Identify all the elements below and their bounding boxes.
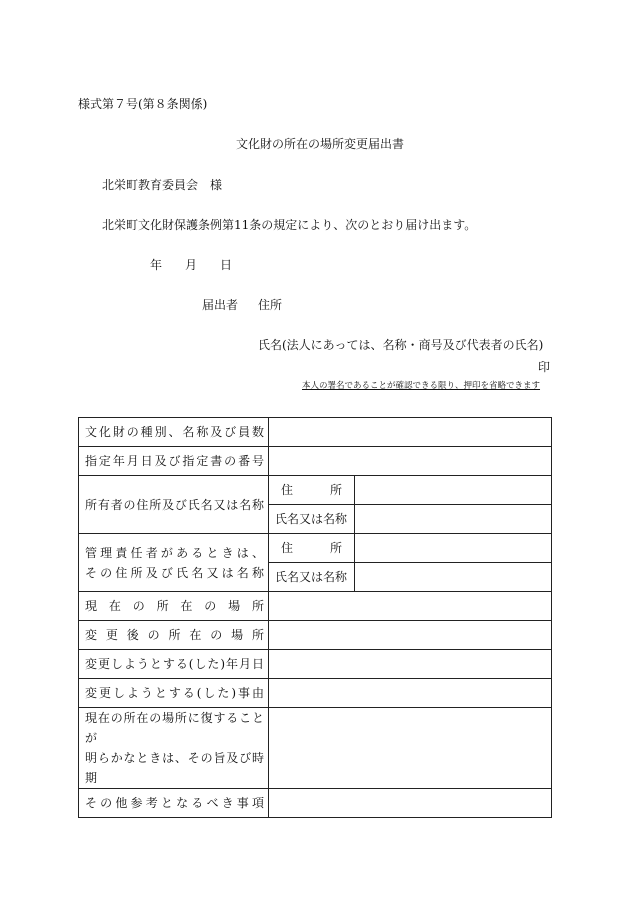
manager-address-label: 住 所 (269, 534, 355, 563)
table-row (79, 447, 552, 476)
date-year-label: 年 (150, 258, 163, 272)
row-label-owner: 所有者の住所及び氏名又は名称 (79, 476, 269, 534)
table-row (79, 708, 552, 789)
table-row (79, 418, 552, 447)
row-label-return-plan: 現在の所在の場所に復することが 明らかなときは、その旨及び時期 (79, 708, 269, 789)
new-location-field[interactable] (269, 621, 552, 650)
table-row (79, 534, 552, 563)
table-row (79, 679, 552, 708)
change-reason-field[interactable] (269, 679, 552, 708)
return-plan-field[interactable] (269, 708, 552, 789)
row-label-manager: 管理責任者があるときは、 その住所及び氏名又は名称 (79, 534, 269, 592)
table-row (79, 621, 552, 650)
addressee: 北栄町教育委員会 様 (102, 178, 223, 192)
table-row (79, 789, 552, 818)
document-title: 文化財の所在の場所変更届出書 (236, 137, 405, 151)
intro-text: 北栄町文化財保護条例第11条の規定により、次のとおり届け出ます。 (102, 218, 477, 232)
date-month-label: 月 (185, 258, 198, 272)
row-label-change-reason: 変更しようとする(した)事由 (79, 679, 269, 708)
row-label-remarks: その他参考となるべき事項 (79, 789, 269, 818)
row-label-cultural-property: 文化財の種別、名称及び員数 (79, 418, 269, 447)
owner-name-label: 氏名又は名称 (269, 505, 355, 534)
form-table (78, 417, 552, 818)
owner-address-field[interactable] (355, 476, 552, 505)
notifier-label: 届出者 (202, 298, 239, 312)
table-row (79, 650, 552, 679)
manager-name-label: 氏名又は名称 (269, 563, 355, 592)
seal-note: 本人の署名であることが確認できる限り、押印を省略できます (302, 381, 541, 391)
seal-mark: 印 (538, 360, 551, 374)
row-label-current-location: 現在の所在の場所 (79, 592, 269, 621)
manager-name-field[interactable] (355, 563, 552, 592)
row-label-designation: 指定年月日及び指定書の番号 (79, 447, 269, 476)
notifier-name-label: 氏名(法人にあっては、名称・商号及び代表者の氏名) (258, 338, 544, 352)
cultural-property-field[interactable] (269, 418, 552, 447)
notifier-address-label: 住所 (258, 298, 283, 312)
owner-name-field[interactable] (355, 505, 552, 534)
row-label-new-location: 変更後の所在の場所 (79, 621, 269, 650)
current-location-field[interactable] (269, 592, 552, 621)
change-date-field[interactable] (269, 650, 552, 679)
designation-field[interactable] (269, 447, 552, 476)
table-row (79, 476, 552, 505)
date-day-label: 日 (220, 258, 233, 272)
form-number: 様式第７号(第８条関係) (78, 97, 208, 111)
manager-address-field[interactable] (355, 534, 552, 563)
remarks-field[interactable] (269, 789, 552, 818)
row-label-change-date: 変更しようとする(した)年月日 (79, 650, 269, 679)
table-row (79, 592, 552, 621)
owner-address-label: 住 所 (269, 476, 355, 505)
